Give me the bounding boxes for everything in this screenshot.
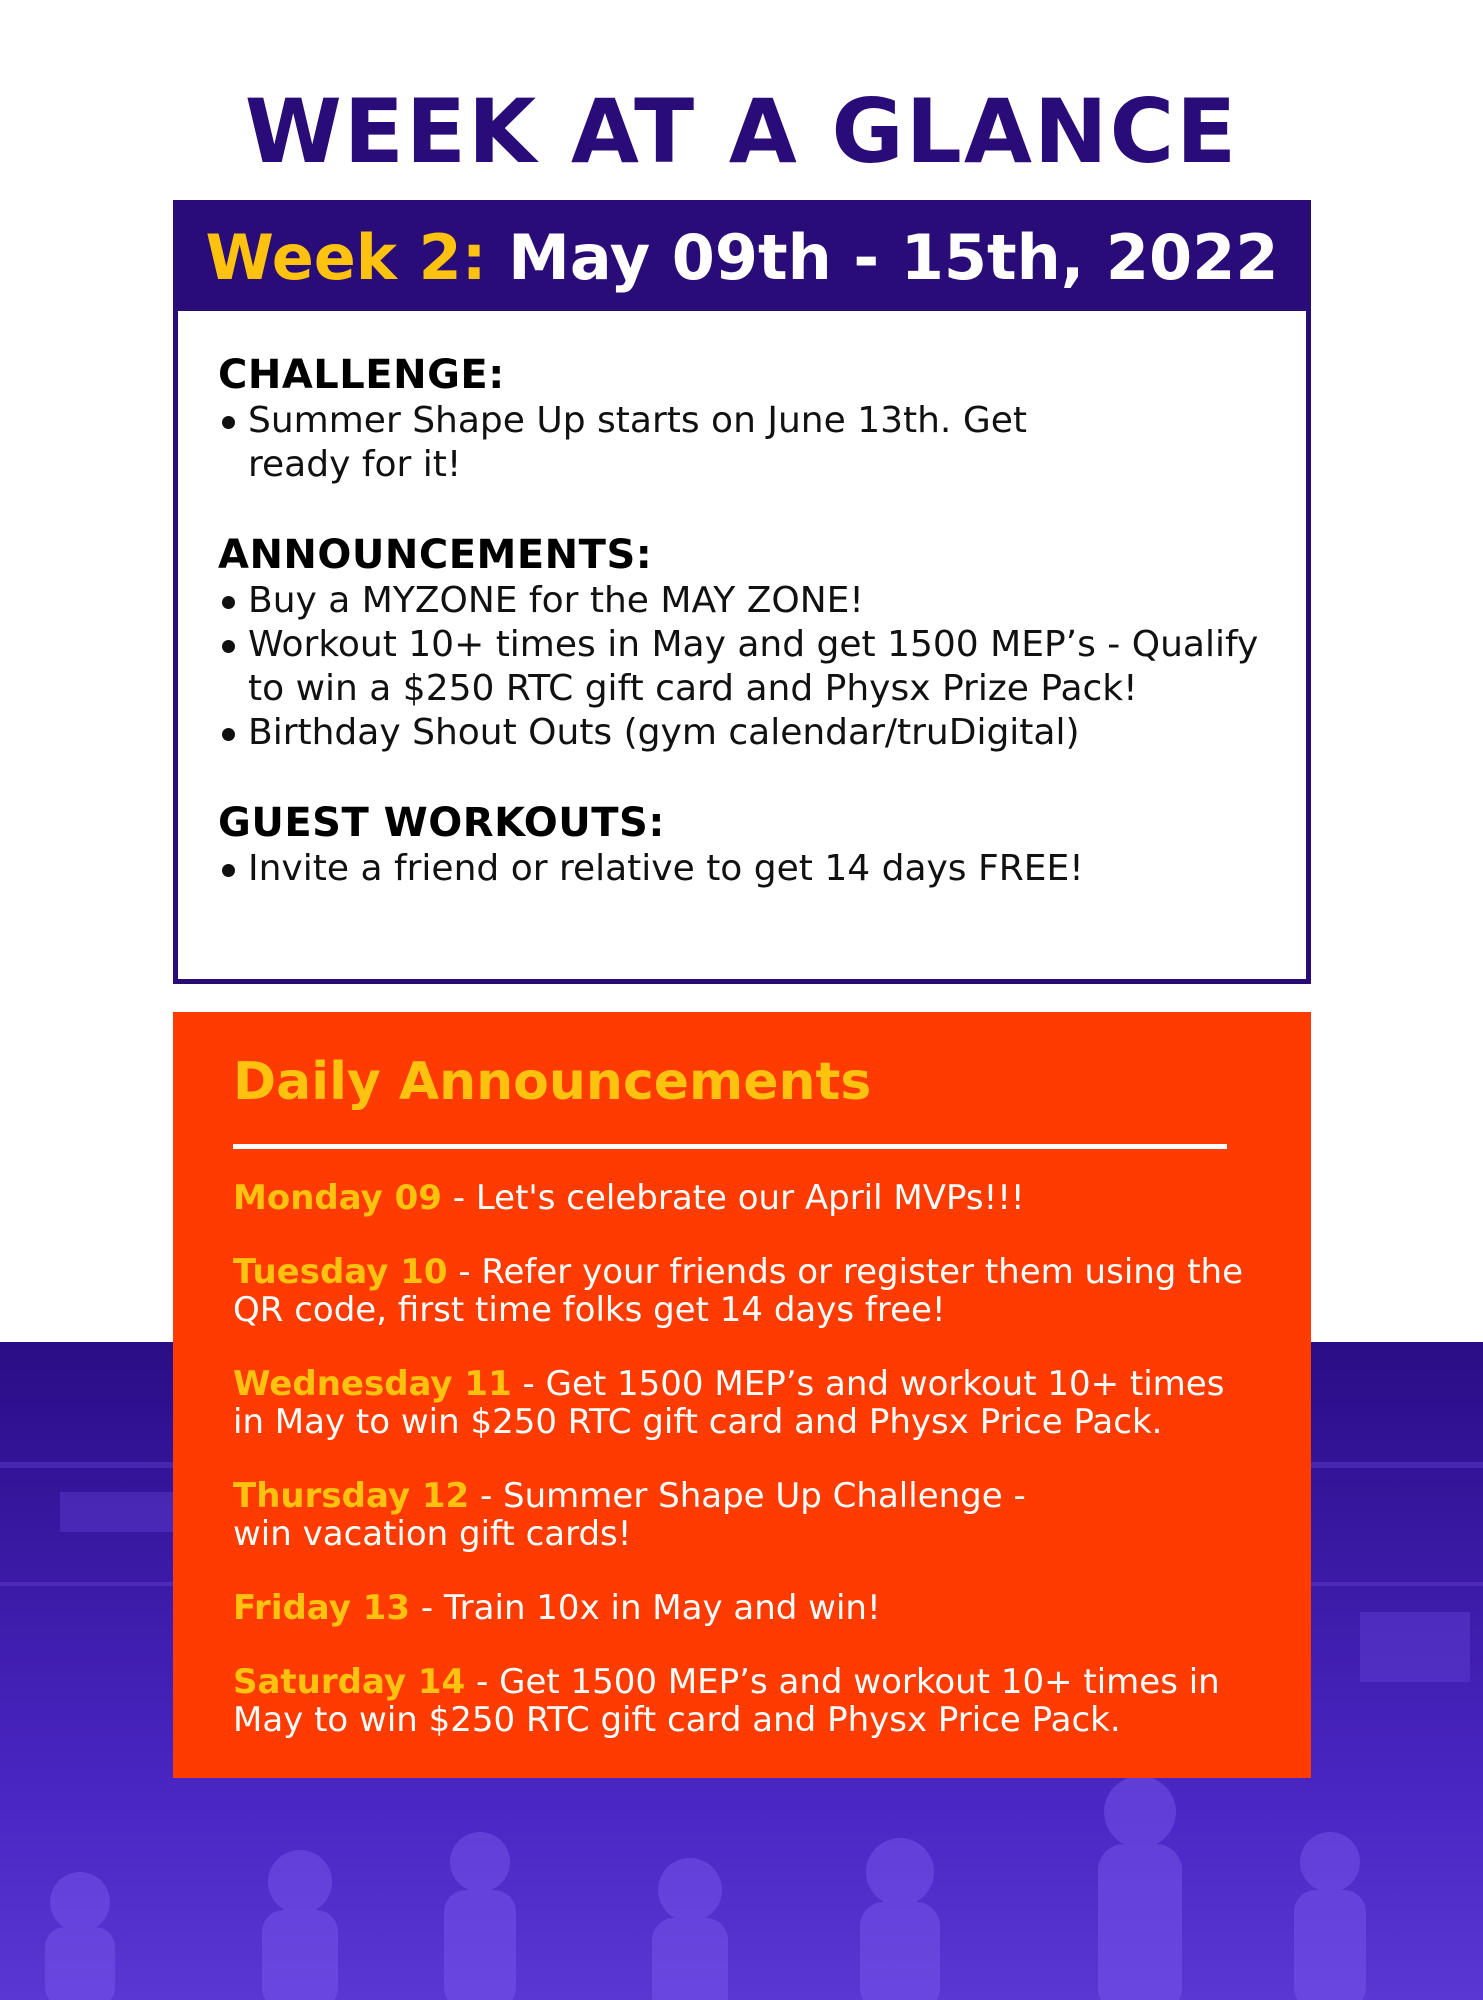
day-text: - Summer Shape Up Challenge - win vacation gift cards! xyxy=(233,1476,1026,1554)
daily-item-saturday xyxy=(233,1663,1251,1739)
challenge-section xyxy=(218,351,1278,487)
day-text: - Let's celebrate our April MVPs!!! xyxy=(441,1178,1025,1218)
day-label: Tuesday 10 xyxy=(233,1252,448,1292)
list-item: Invite a friend or relative to get 14 days FREE! xyxy=(218,847,1278,891)
day-text: - Refer your friends or register them using the QR code, first time folks get 14 days free! xyxy=(233,1252,1243,1330)
challenge-heading: CHALLENGE: xyxy=(218,352,505,398)
announcements-heading: ANNOUNCEMENTS: xyxy=(218,532,653,578)
day-text: - Get 1500 MEP’s and workout 10+ times in May to win $250 RTC gift card and Physx Price Pack. xyxy=(233,1662,1220,1740)
daily-item-tuesday xyxy=(233,1253,1251,1329)
guest-workouts-section xyxy=(218,799,1278,891)
day-text: - Get 1500 MEP’s and workout 10+ times in May to win $250 RTC gift card and Physx Price Pack. xyxy=(233,1364,1225,1442)
day-label: Thursday 12 xyxy=(233,1476,470,1516)
daily-announcements-card xyxy=(173,1012,1311,1778)
daily-item-monday xyxy=(233,1179,1251,1217)
daily-item-thursday xyxy=(233,1477,1093,1553)
week-label: Week 2: xyxy=(205,221,487,294)
list-item: Summer Shape Up starts on June 13th. Get ready for it! xyxy=(218,399,1068,487)
divider xyxy=(233,1144,1227,1149)
week-dates: May 09th - 15th, 2022 xyxy=(508,221,1279,294)
day-text: - Train 10x in May and win! xyxy=(410,1588,881,1628)
list-item: Buy a MYZONE for the MAY ZONE! xyxy=(218,579,1278,623)
announcements-section xyxy=(218,531,1278,755)
day-label: Saturday 14 xyxy=(233,1662,466,1702)
day-label: Monday 09 xyxy=(233,1178,442,1218)
page-title: WEEK AT A GLANCE xyxy=(244,80,1239,183)
day-label: Friday 13 xyxy=(233,1588,411,1628)
guest-workouts-list xyxy=(218,847,1278,891)
daily-item-wednesday xyxy=(233,1365,1251,1441)
announcements-list xyxy=(218,579,1278,755)
week-header xyxy=(178,205,1306,311)
guest-workouts-heading: GUEST WORKOUTS: xyxy=(218,800,665,846)
list-item: Workout 10+ times in May and get 1500 MEP’s - Qualify to win a $250 RTC gift card and Physx Prize Pack! xyxy=(218,623,1278,711)
list-item: Birthday Shout Outs (gym calendar/truDigital) xyxy=(218,711,1278,755)
challenge-list xyxy=(218,399,1278,487)
daily-item-friday xyxy=(233,1589,1251,1627)
daily-announcements-title: Daily Announcements xyxy=(233,1052,872,1112)
day-label: Wednesday 11 xyxy=(233,1364,512,1404)
week-summary-card xyxy=(173,200,1311,984)
